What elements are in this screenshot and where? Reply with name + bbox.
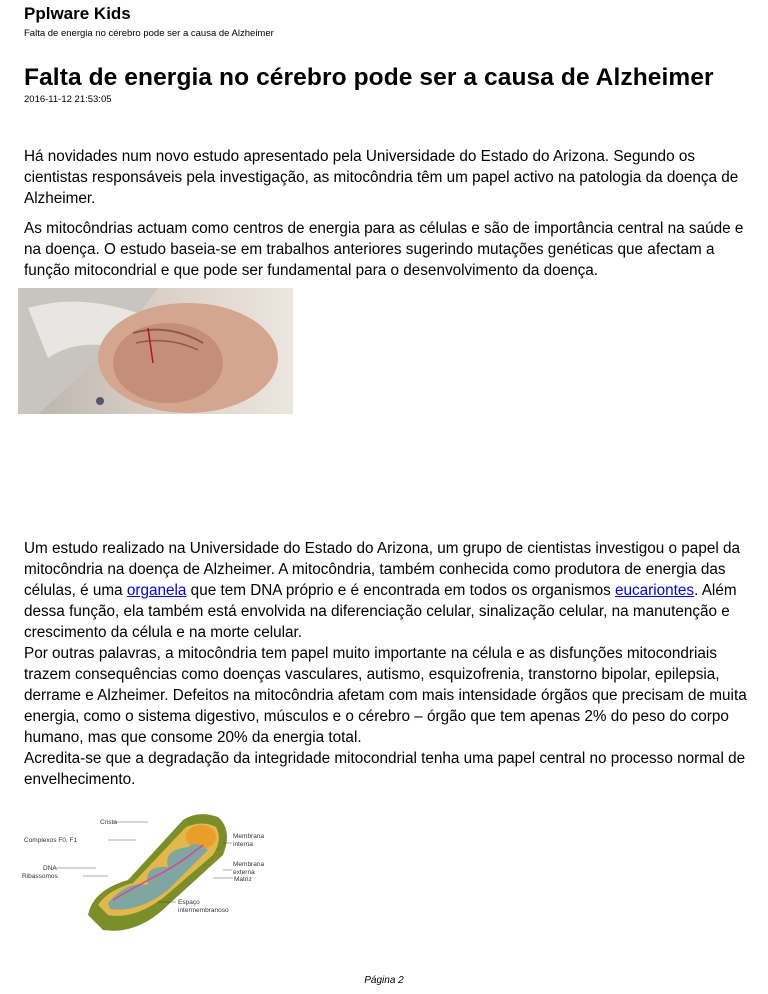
- link-eucariontes[interactable]: eucariontes: [614, 582, 695, 599]
- elderly-woman-photo: [18, 288, 293, 414]
- paragraph-3: [24, 538, 754, 643]
- diagram-label-matriz: Matriz: [234, 876, 252, 883]
- site-subtitle: Falta de energia no cérebro pode ser a causa de Alzheimer: [24, 28, 274, 39]
- paragraph-3-text: que tem DNA próprio e é encontrada em todos os organismos: [186, 582, 615, 599]
- site-title: Pplware Kids: [24, 4, 131, 23]
- link-organela[interactable]: organela: [126, 582, 187, 599]
- diagram-label-membrana-externa: externa: [233, 869, 255, 876]
- mitochondria-diagram: [18, 795, 293, 945]
- paragraph-5: Acredita-se que a degradação da integridade mitocondrial tenha uma papel central no processo normal de envelhecimento.: [24, 750, 746, 788]
- diagram-label-ribossomos: Ribassomos: [22, 873, 58, 880]
- paragraph-4: Por outras palavras, a mitocôndria tem papel muito importante na célula e as disfunções mitocondriais trazem consequências como doenças vasculares, autismo, esquizofrenia, transtorno bipolar, epilepsia, derrame e Alzheimer. Defeitos na mitocôndria afetam com mais intensidade órgãos que precisam de muita energia, como o sistema digestivo, músculos e o cérebro – órgão que tem apenas 2% do peso do corpo humano, mas que consome 20% da energia total.: [24, 645, 747, 746]
- diagram-label-membrana-interna: interna: [233, 841, 253, 848]
- paragraph-3-text: . Além dessa função, ela também está envolvida na diferenciação celular, sinalização celular, na manutenção e crescimento da célula e na morte celular.: [24, 582, 737, 641]
- article-title: Falta de energia no cérebro pode ser a causa de Alzheimer: [24, 64, 714, 91]
- diagram-label-crista: Crista: [100, 819, 117, 826]
- diagram-label-espaco: Espaço: [178, 899, 200, 906]
- diagram-label-dna: DNA: [43, 865, 57, 872]
- diagram-label-membrana-interna: Membrana: [233, 833, 265, 840]
- page-number: Página 2: [364, 975, 404, 986]
- diagram-label-espaco: intermembranoso: [178, 907, 229, 914]
- paragraph-1: Há novidades num novo estudo apresentado pela Universidade do Estado do Arizona. Segundo os cientistas responsáveis pela investigação, as mitocôndria têm um papel activo na patologia da doença de Alzheimer.: [24, 148, 739, 207]
- diagram-label-complexos: Complexos F0, F1: [24, 837, 78, 844]
- paragraph-2: As mitocôndrias actuam como centros de energia para as células e são de importância central na saúde e na doença. O estudo baseia-se em trabalhos anteriores sugerindo mutações genéticas que afectam a função mitocondrial e que pode ser fundamental para o desenvolvimento da doença.: [24, 220, 744, 279]
- paragraph-3-text: Um estudo realizado na Universidade do Estado do Arizona, um grupo de cientistas investigou o papel da mitocôndria na doença de Alzheimer. A mitocôndria, também conhecida como produtora de energia das células, é uma: [24, 540, 740, 599]
- diagram-label-membrana-externa: Membrana: [233, 861, 265, 868]
- article-date: 2016-11-12 21:53:05: [24, 94, 112, 105]
